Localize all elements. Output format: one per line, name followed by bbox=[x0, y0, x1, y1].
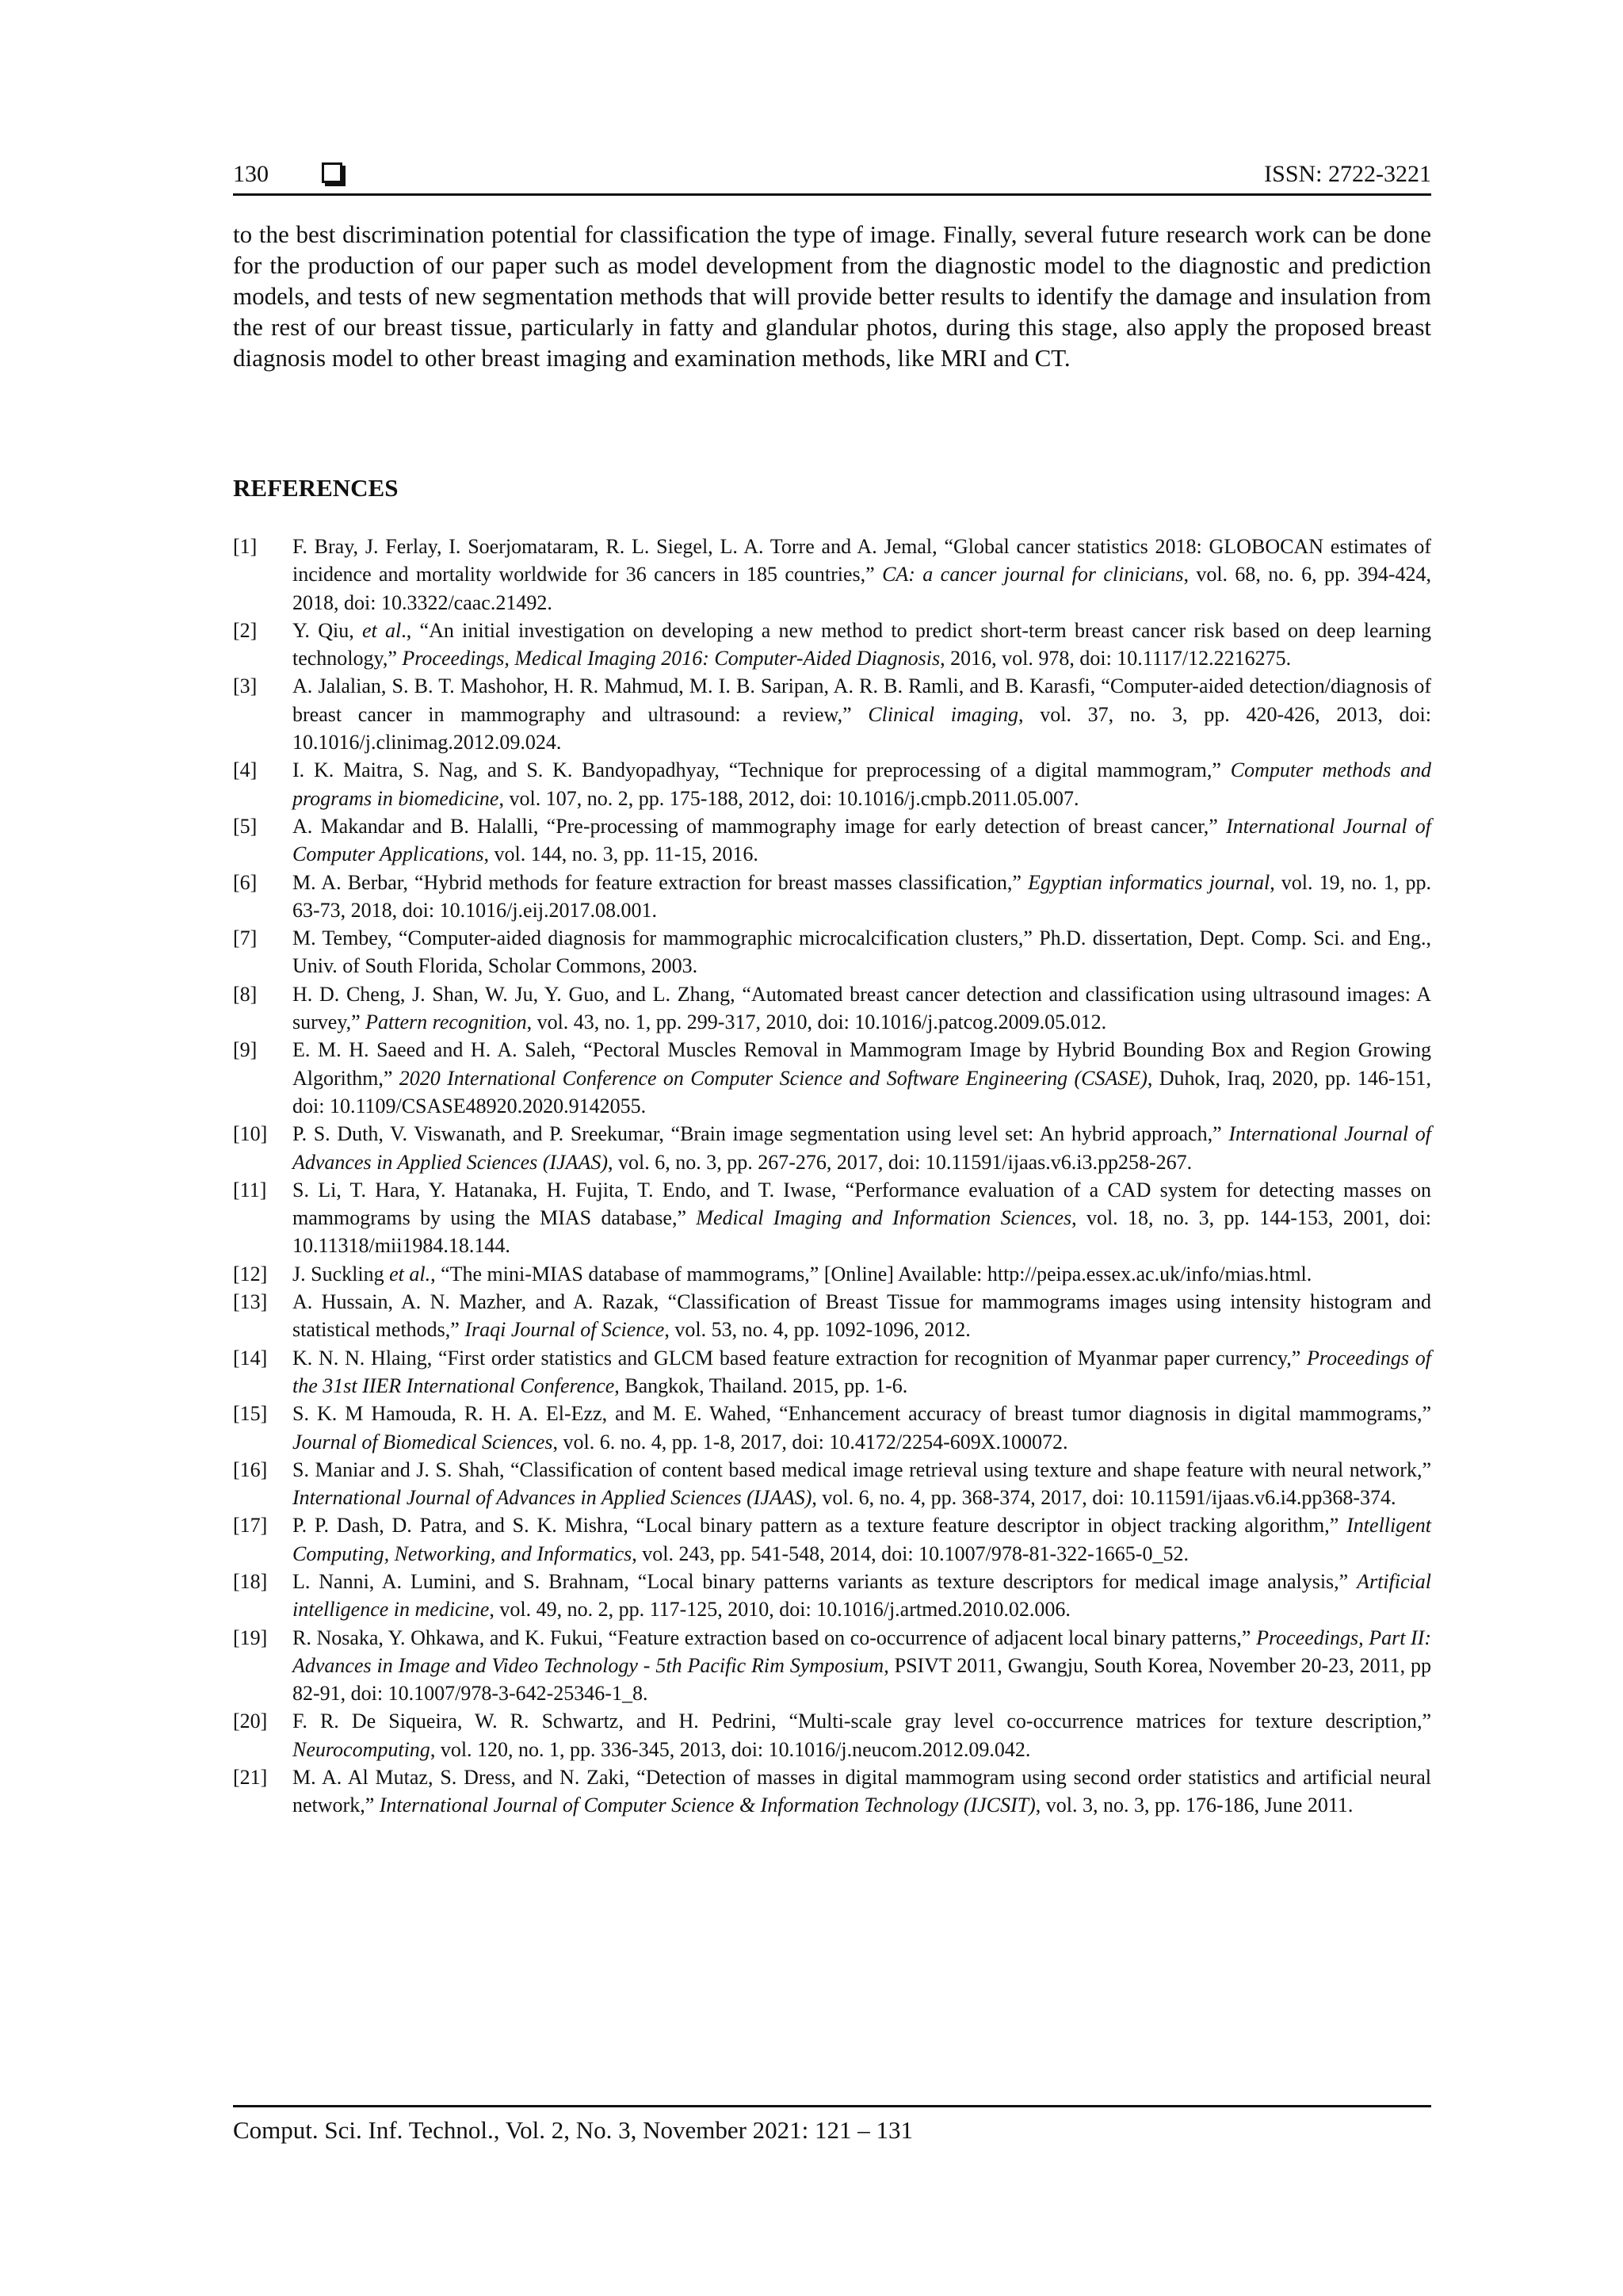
reference-source-title: et al bbox=[361, 618, 402, 642]
reference-source-title: Pattern recognition bbox=[365, 1010, 527, 1034]
reference-source-title: Proceedings, Part II: Advances in Image and Video Technology - 5th Pacific Rim Symposium bbox=[292, 1626, 1431, 1677]
reference-text: L. Nanni, A. Lumini, and S. Brahnam, “Local binary patterns variants as texture descriptors for medical image analysis,” bbox=[292, 1569, 1358, 1593]
references-heading: REFERENCES bbox=[233, 474, 399, 502]
reference-item bbox=[233, 1456, 1431, 1512]
reference-number: [4] bbox=[233, 758, 258, 782]
reference-text: , vol. 120, no. 1, pp. 336-345, 2013, doi: 10.1016/j.neucom.2012.09.042. bbox=[430, 1737, 1031, 1761]
reference-number: [3] bbox=[233, 674, 258, 698]
reference-number: [17] bbox=[233, 1514, 268, 1538]
reference-text: H. D. Cheng, J. Shan, W. Ju, Y. Guo, and L. Zhang, “Automated breast cancer detection and classification using ultrasound images: A survey,” bbox=[292, 982, 1431, 1034]
conclusion-paragraph: to the best discrimination potential for classification the type of image. Finally, several future research work can be done for the production of our paper such as model development from the diagnostic model to the diagnostic and prediction models, and tests of new segmentation methods that will provide better results to identify the damage and insulation from the rest of our breast tissue, particularly in fatty and glandular photos, during this stage, also apply the proposed breast diagnosis model to other breast imaging and examination methods, like MRI and CT. bbox=[233, 220, 1431, 372]
reference-text: J. Suckling bbox=[292, 1262, 390, 1286]
reference-text: S. Maniar and J. S. Shah, “Classification of content based medical image retrieval using texture and shape feature with neural network,” bbox=[292, 1457, 1431, 1481]
reference-item bbox=[233, 1568, 1431, 1624]
reference-source-title: Intelligent Computing, Networking, and Informatics bbox=[292, 1514, 1431, 1565]
reference-item bbox=[233, 672, 1431, 756]
reference-text: , Bangkok, Thailand. 2015, pp. 1-6. bbox=[614, 1373, 908, 1397]
reference-text: S. Li, T. Hara, Y. Hatanaka, H. Fujita, T. Endo, and T. Iwase, “Performance evaluation of a CAD system for detecting masses on mammograms by using the MIAS database,” bbox=[292, 1178, 1431, 1230]
reference-item bbox=[233, 1400, 1431, 1456]
reference-text: , vol. 49, no. 2, pp. 117-125, 2010, doi: 10.1016/j.artmed.2010.02.006. bbox=[489, 1598, 1071, 1622]
reference-source-title: Proceedings of the 31st IIER International Conference bbox=[292, 1346, 1431, 1397]
reference-item bbox=[233, 869, 1431, 925]
reference-number: [11] bbox=[233, 1178, 267, 1201]
reference-text: , vol. 6. no. 4, pp. 1-8, 2017, doi: 10.4172/2254-609X.100072. bbox=[552, 1430, 1068, 1454]
reference-item bbox=[233, 980, 1431, 1037]
reference-text: I. K. Maitra, S. Nag, and S. K. Bandyopadhyay, “Technique for preprocessing of a digital mammogram,” bbox=[292, 758, 1231, 782]
reference-text: , vol. 3, no. 3, pp. 176-186, June 2011. bbox=[1035, 1794, 1354, 1817]
reference-text: , PSIVT 2011, Gwangju, South Korea, November 20-23, 2011, pp 82-91, doi: 10.1007/978-3-642-25346-1_8. bbox=[292, 1653, 1431, 1706]
reference-text: E. M. H. Saeed and H. A. Saleh, “Pectoral Muscles Removal in Mammogram Image by Hybrid Bounding Box and Region Growing Algorithm,” bbox=[292, 1038, 1431, 1090]
reference-text: F. Bray, J. Ferlay, I. Soerjomataram, R. L. Siegel, L. A. Torre and A. Jemal, “Global cancer statistics 2018: GLOBOCAN estimates of incidence and mortality worldwide for 36 cancers in 185 countries,” bbox=[292, 535, 1431, 586]
reference-item bbox=[233, 1120, 1431, 1176]
reference-item bbox=[233, 812, 1431, 869]
reference-number: [12] bbox=[233, 1262, 268, 1286]
reference-item bbox=[233, 1176, 1431, 1260]
reference-text: R. Nosaka, Y. Ohkawa, and K. Fukui, “Feature extraction based on co-occurrence of adjacent local binary patterns,” bbox=[292, 1626, 1257, 1649]
page-number: 130 bbox=[233, 161, 269, 187]
reference-number: [21] bbox=[233, 1766, 268, 1790]
reference-source-title: Egyptian informatics journal bbox=[1028, 870, 1270, 894]
reference-source-title: Iraqi Journal of Science bbox=[464, 1318, 665, 1342]
reference-source-title: International Journal of Advances in Applied Sciences (IJAAS) bbox=[292, 1122, 1431, 1174]
reference-item bbox=[233, 924, 1431, 980]
reference-source-title: Computer methods and programs in biomedicine bbox=[292, 758, 1431, 810]
reference-number: [7] bbox=[233, 926, 258, 950]
reference-number: [5] bbox=[233, 814, 258, 838]
reference-source-title: International Journal of Computer Science & Information Technology (IJCSIT) bbox=[379, 1794, 1036, 1817]
reference-source-title: Journal of Biomedical Sciences bbox=[292, 1430, 553, 1454]
reference-text: , Duhok, Iraq, 2020, pp. 146-151, doi: 10.1109/CSASE48920.2020.9142055. bbox=[292, 1066, 1432, 1117]
journal-citation-footer: Comput. Sci. Inf. Technol., Vol. 2, No. 3, November 2021: 121 – 131 bbox=[233, 2116, 914, 2144]
reference-number: [16] bbox=[233, 1457, 268, 1481]
reference-item bbox=[233, 533, 1431, 617]
reference-item bbox=[233, 1707, 1431, 1763]
reference-text: P. S. Duth, V. Viswanath, and P. Sreekumar, “Brain image segmentation using level set: An hybrid approach,” bbox=[292, 1122, 1229, 1146]
reference-text: A. Makandar and B. Halalli, “Pre-processing of mammography image for early detection of breast cancer,” bbox=[292, 814, 1227, 838]
reference-item bbox=[233, 1511, 1431, 1568]
reference-text: , vol. 37, no. 3, pp. 420-426, 2013, doi: 10.1016/j.clinimag.2012.09.024. bbox=[292, 702, 1431, 755]
reference-item bbox=[233, 1260, 1431, 1288]
reference-source-title: Clinical imaging bbox=[868, 702, 1019, 726]
reference-item bbox=[233, 617, 1431, 673]
issn-label: ISSN: 2722-3221 bbox=[1264, 161, 1431, 187]
reference-text: Y. Qiu, bbox=[292, 618, 362, 642]
reference-text: A. Jalalian, S. B. T. Mashohor, H. R. Mahmud, M. I. B. Saripan, A. R. B. Ramli, and B. Karasfi, “Computer-aided detection/diagnosis of breast cancer in mammography and ultrasound: a review,” bbox=[292, 674, 1431, 726]
reference-number: [19] bbox=[233, 1626, 268, 1649]
reference-text: ., “An initial investigation on developing a new method to predict short-term breast cancer risk based on deep learning technology,” bbox=[292, 618, 1431, 670]
reference-text: , vol. 53, no. 4, pp. 1092-1096, 2012. bbox=[664, 1318, 971, 1342]
reference-source-title: Proceedings, Medical Imaging 2016: Computer-Aided Diagnosis bbox=[402, 647, 941, 670]
reference-item bbox=[233, 1036, 1431, 1120]
reference-text: S. K. M Hamouda, R. H. A. El-Ezz, and M. E. Wahed, “Enhancement accuracy of breast tumor diagnosis in digital mammograms,” bbox=[292, 1402, 1431, 1426]
reference-source-title: et al. bbox=[389, 1262, 431, 1286]
reference-text: , vol. 68, no. 6, pp. 394-424, 2018, doi: 10.3322/caac.21492. bbox=[292, 563, 1431, 614]
reference-item bbox=[233, 756, 1431, 812]
reference-text: , vol. 6, no. 3, pp. 267-276, 2017, doi: 10.11591/ijaas.v6.i3.pp258-267. bbox=[608, 1150, 1193, 1174]
reference-text: , vol. 6, no. 4, pp. 368-374, 2017, doi: 10.11591/ijaas.v6.i4.pp368-374. bbox=[812, 1486, 1396, 1510]
reference-text: K. N. N. Hlaing, “First order statistics and GLCM based feature extraction for recognition of Myanmar paper currency,” bbox=[292, 1346, 1308, 1370]
header-divider bbox=[233, 193, 1431, 196]
reference-text: , “The mini-MIAS database of mammograms,” [Online] Available: http://peipa.essex.ac.uk/info/mias.html. bbox=[430, 1262, 1312, 1286]
reference-item bbox=[233, 1288, 1431, 1344]
reference-source-title: CA: a cancer journal for clinicians bbox=[882, 563, 1184, 586]
reference-source-title: Artificial intelligence in medicine bbox=[292, 1569, 1431, 1622]
reference-number: [14] bbox=[233, 1346, 268, 1370]
reference-text: , vol. 243, pp. 541-548, 2014, doi: 10.1007/978-81-322-1665-0_52. bbox=[632, 1541, 1189, 1565]
reference-text: A. Hussain, A. N. Mazher, and A. Razak, “Classification of Breast Tissue for mammograms images using intensity histogram and statistical methods,” bbox=[292, 1290, 1431, 1342]
reference-source-title: International Journal of Advances in Applied Sciences (IJAAS) bbox=[292, 1486, 812, 1510]
reference-item bbox=[233, 1763, 1431, 1820]
reference-number: [9] bbox=[233, 1038, 258, 1062]
reference-text: M. A. Al Mutaz, S. Dress, and N. Zaki, “Detection of masses in digital mammogram using second order statistics and artificial neural network,” bbox=[292, 1766, 1431, 1817]
reference-number: [6] bbox=[233, 870, 258, 894]
reference-item bbox=[233, 1344, 1431, 1400]
footer-divider bbox=[233, 2105, 1431, 2107]
reference-text: , vol. 19, no. 1, pp. 63-73, 2018, doi: 10.1016/j.eij.2017.08.001. bbox=[292, 870, 1431, 922]
reference-number: [20] bbox=[233, 1710, 268, 1733]
reference-text: , 2016, vol. 978, doi: 10.1117/12.2216275. bbox=[940, 647, 1292, 670]
square-bullet-icon bbox=[322, 162, 342, 183]
reference-source-title: International Journal of Computer Applications bbox=[292, 814, 1431, 866]
reference-item bbox=[233, 1624, 1431, 1708]
reference-source-title: Medical Imaging and Information Sciences bbox=[696, 1206, 1072, 1230]
reference-number: [2] bbox=[233, 618, 258, 642]
page-header bbox=[233, 155, 1431, 193]
references-list bbox=[233, 533, 1431, 1820]
reference-text: , vol. 144, no. 3, pp. 11-15, 2016. bbox=[483, 842, 758, 866]
reference-number: [15] bbox=[233, 1402, 268, 1426]
reference-source-title: 2020 International Conference on Computer Science and Software Engineering (CSASE) bbox=[399, 1066, 1148, 1090]
reference-text: P. P. Dash, D. Patra, and S. K. Mishra, “Local binary pattern as a texture feature descriptor in object tracking algorithm,” bbox=[292, 1514, 1347, 1538]
reference-text: , vol. 43, no. 1, pp. 299-317, 2010, doi: 10.1016/j.patcog.2009.05.012. bbox=[526, 1010, 1107, 1034]
reference-number: [10] bbox=[233, 1122, 268, 1146]
reference-text: , vol. 107, no. 2, pp. 175-188, 2012, doi: 10.1016/j.cmpb.2011.05.007. bbox=[498, 786, 1079, 810]
reference-text: F. R. De Siqueira, W. R. Schwartz, and H. Pedrini, “Multi-scale gray level co-occurrence matrices for texture description,” bbox=[292, 1710, 1431, 1733]
reference-text: M. Tembey, “Computer-aided diagnosis for mammographic microcalcification clusters,” Ph.D. dissertation, Dept. Comp. Sci. and Eng., Univ. of South Florida, Scholar Commons, 2003. bbox=[292, 926, 1431, 978]
reference-number: [8] bbox=[233, 982, 258, 1006]
reference-source-title: Neurocomputing bbox=[292, 1737, 430, 1761]
reference-text: M. A. Berbar, “Hybrid methods for feature extraction for breast masses classification,” bbox=[292, 870, 1029, 894]
reference-number: [1] bbox=[233, 535, 258, 558]
reference-number: [18] bbox=[233, 1569, 268, 1593]
reference-number: [13] bbox=[233, 1290, 268, 1314]
reference-text: , vol. 18, no. 3, pp. 144-153, 2001, doi: 10.11318/mii1984.18.144. bbox=[292, 1206, 1431, 1258]
